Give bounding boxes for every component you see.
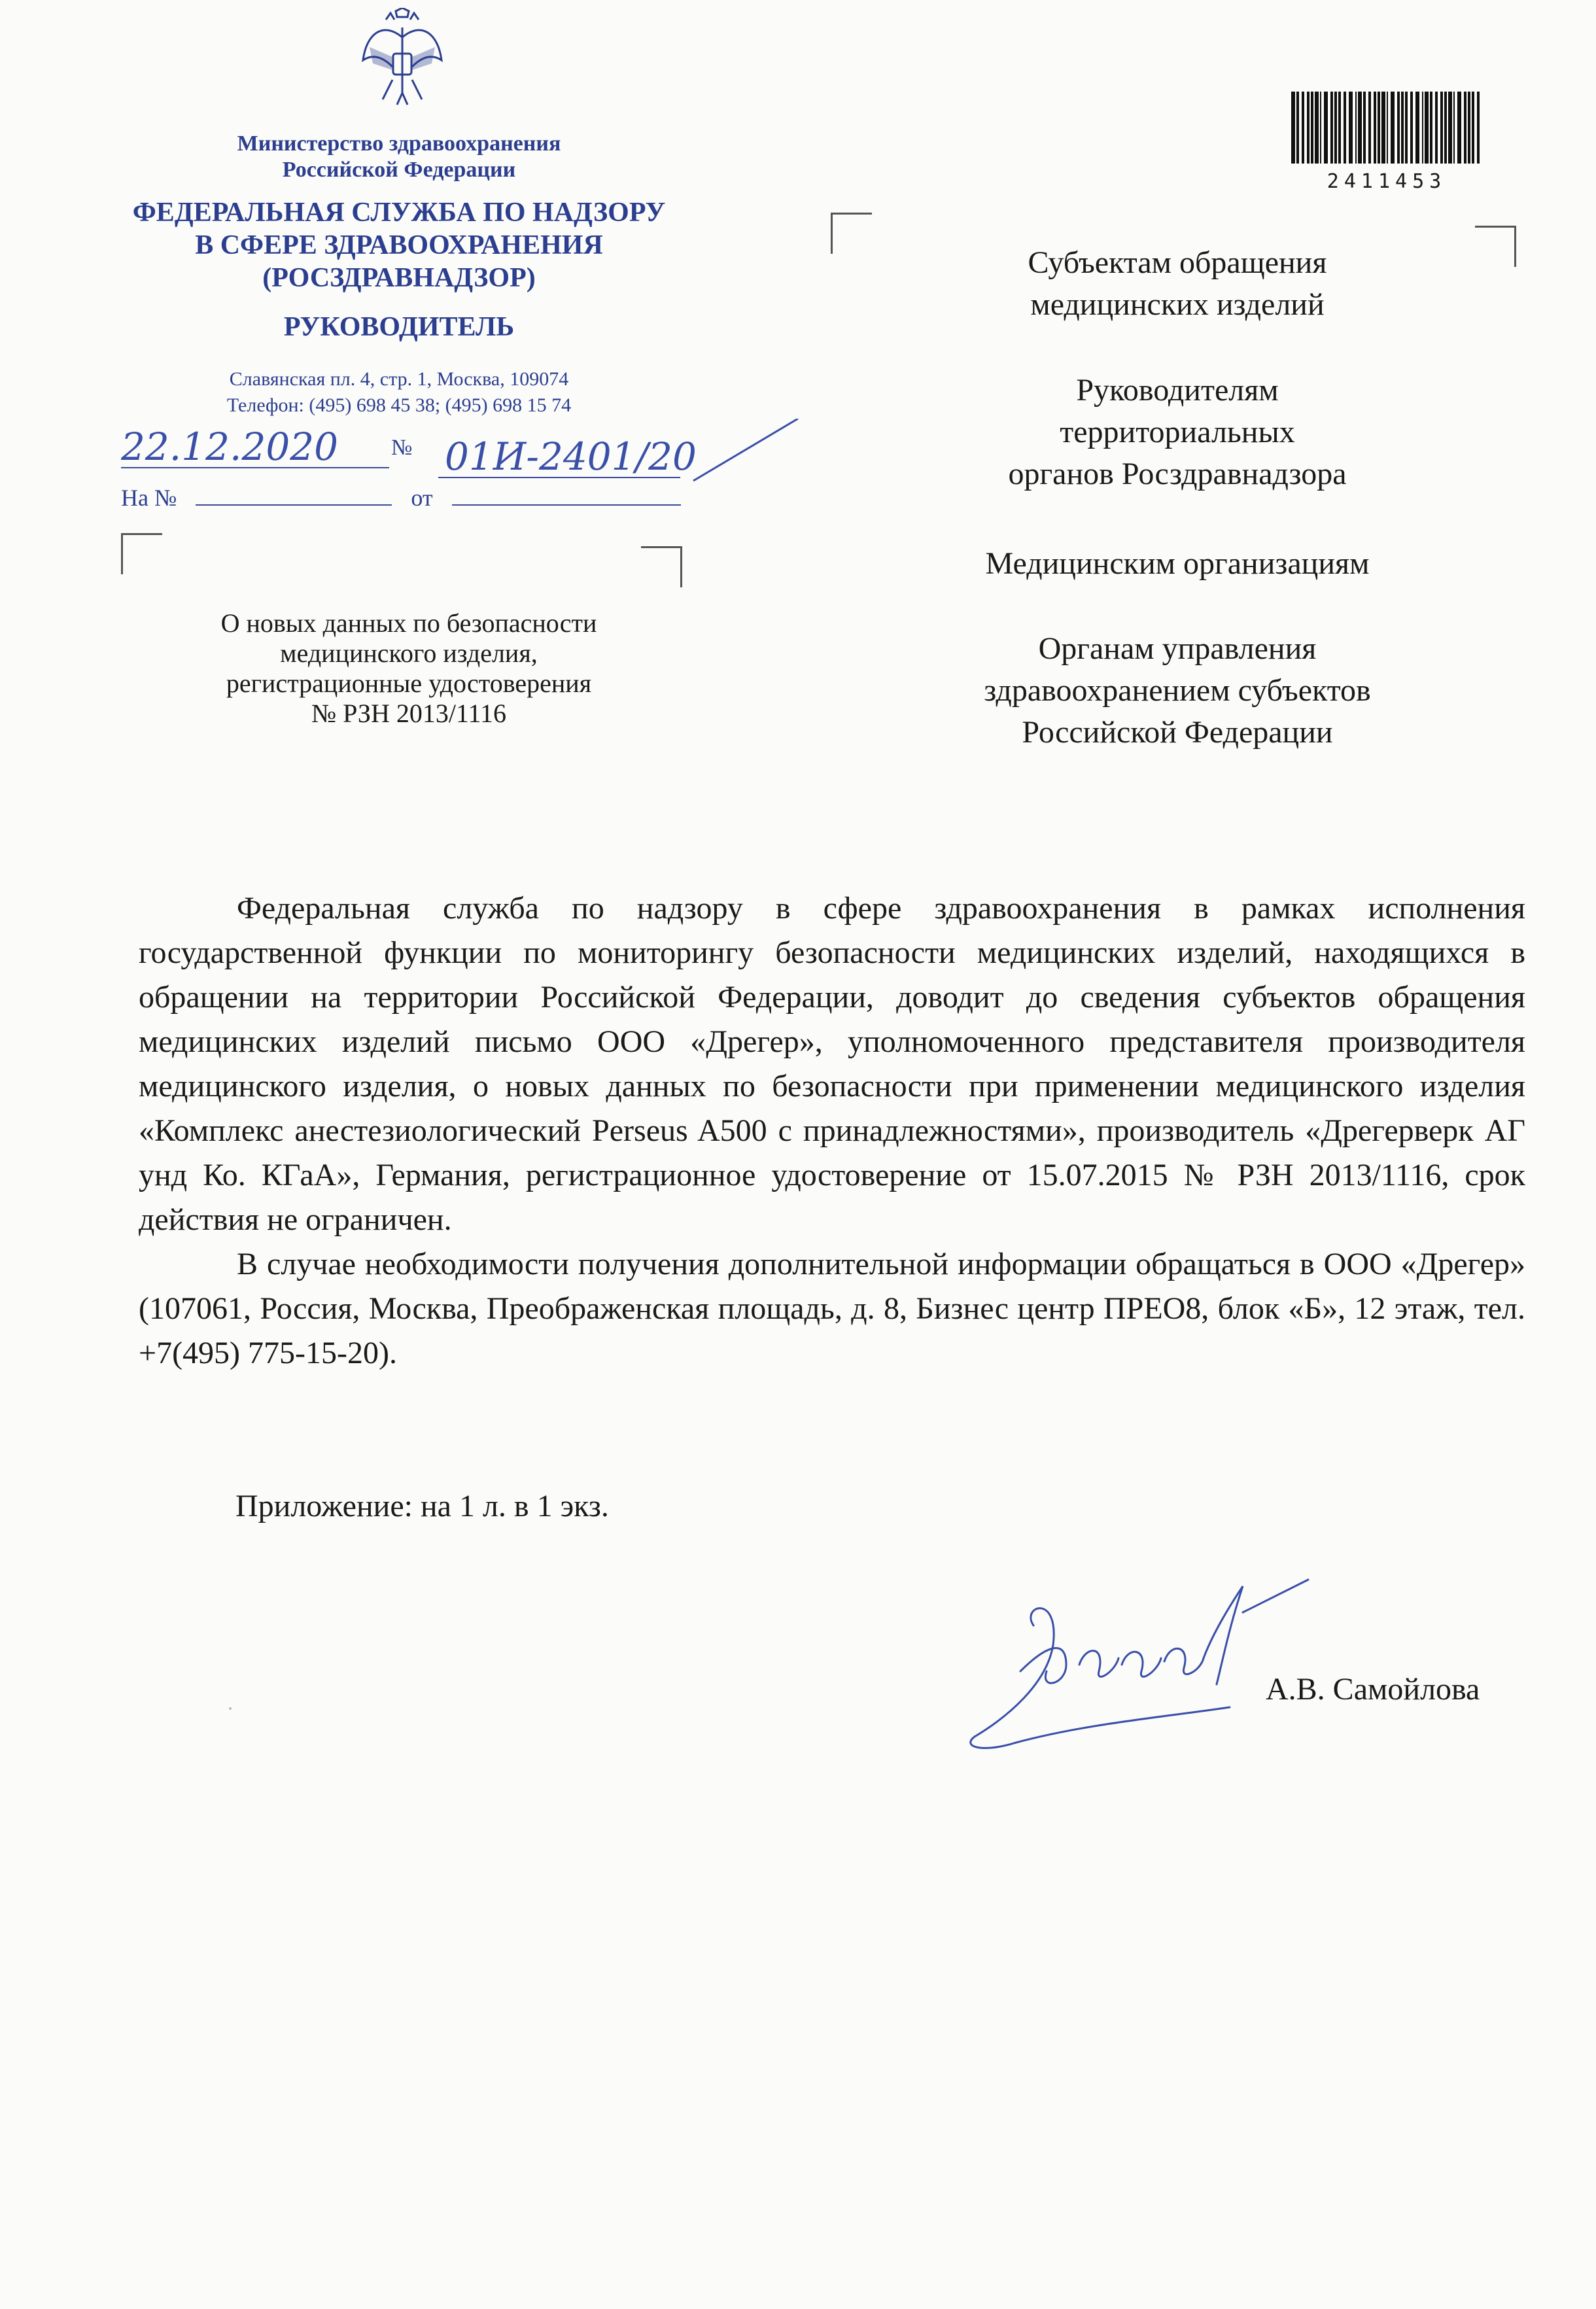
- addressee-line: Российской Федерации: [1022, 715, 1333, 750]
- barcode-bar: [1338, 92, 1341, 164]
- barcode-bar: [1311, 92, 1313, 164]
- subject-bracket-right: [641, 546, 682, 587]
- barcode-bar: [1464, 92, 1466, 164]
- subject-line: № РЗН 2013/1116: [311, 699, 506, 728]
- service-line: (РОСЗДРАВНАДЗОР): [262, 263, 536, 293]
- reference-number-field: [196, 499, 392, 506]
- barcode-bar: [1368, 92, 1371, 164]
- barcode-bar: [1296, 92, 1299, 164]
- registration-number-handwritten: [432, 419, 824, 484]
- letter-body: [139, 886, 1525, 1376]
- barcode-bar: [1477, 92, 1480, 164]
- ministry-line: Министерство здравоохранения: [237, 131, 561, 156]
- reference-number-label: На №: [121, 485, 177, 511]
- addressee-bracket-left: [831, 213, 872, 254]
- handwritten-number-text: 01И-2401/20: [445, 434, 697, 479]
- barcode-bar: [1453, 92, 1455, 164]
- barcode-bar: [1457, 92, 1461, 164]
- attachment-note: Приложение: на 1 л. в 1 экз.: [235, 1489, 609, 1523]
- service-line: В СФЕРЕ ЗДРАВООХРАНЕНИЯ: [195, 230, 603, 260]
- barcode-bar: [1334, 92, 1337, 164]
- service-line: ФЕДЕРАЛЬНАЯ СЛУЖБА ПО НАДЗОРУ: [132, 198, 666, 228]
- addressee-block: [903, 370, 1452, 495]
- letter-subject: [121, 608, 697, 729]
- barcode-bar: [1320, 92, 1321, 164]
- addressee-block: [903, 543, 1452, 585]
- reference-date-field: [452, 499, 681, 506]
- addressee-block: [903, 628, 1452, 754]
- phone-line: Телефон: (495) 698 45 38; (495) 698 15 74: [226, 394, 572, 416]
- addressee-line: Медицинским организациям: [985, 546, 1370, 581]
- barcode-bar: [1401, 92, 1404, 164]
- barcode-bar: [1330, 92, 1333, 164]
- barcode-bar: [1468, 92, 1470, 164]
- scan-speck: [229, 1707, 232, 1710]
- registration-number-label: №: [391, 436, 413, 460]
- subject-bracket-left: [121, 533, 162, 574]
- addressee-block: [903, 242, 1452, 326]
- service-name: [98, 196, 700, 294]
- barcode-bar: [1315, 92, 1319, 164]
- barcode-bar: [1378, 92, 1380, 164]
- barcode-bar: [1358, 92, 1362, 164]
- addressee-line: Субъектам обращения: [1028, 245, 1327, 280]
- reference-row: [121, 484, 681, 512]
- subject-line: регистрационные удостоверения: [226, 668, 592, 698]
- reference-date-label: от: [411, 485, 433, 511]
- barcode-bar: [1430, 92, 1432, 164]
- barcode-bar: [1397, 92, 1400, 164]
- barcode-bar: [1363, 92, 1366, 164]
- address-line: Славянская пл. 4, стр. 1, Москва, 109074: [229, 368, 569, 390]
- addressee-line: Руководителям: [1076, 373, 1279, 408]
- barcode-bar: [1344, 92, 1346, 164]
- double-headed-eagle-emblem-icon: [356, 8, 448, 106]
- subject-line: О новых данных по безопасности: [220, 608, 597, 638]
- handwritten-date-text: 22.12.2020: [121, 425, 339, 469]
- barcode-bar: [1387, 92, 1388, 164]
- addressee-line: медицинских изделий: [1030, 287, 1325, 322]
- barcode-bar: [1435, 92, 1438, 164]
- barcode-bar: [1391, 92, 1395, 164]
- handwritten-signature: [955, 1567, 1361, 1763]
- subject-line: медицинского изделия,: [280, 638, 538, 668]
- barcode-bar: [1355, 92, 1357, 164]
- addressee-line: территориальных: [1060, 415, 1295, 449]
- head-title: РУКОВОДИТЕЛЬ: [283, 312, 515, 342]
- addressee-line: здравоохранением субъектов: [984, 673, 1371, 708]
- barcode-bar: [1425, 92, 1429, 164]
- barcode-bars: [1289, 92, 1485, 170]
- barcode-bar: [1422, 92, 1423, 164]
- barcode-bar: [1472, 92, 1474, 164]
- contact-block: [144, 366, 654, 419]
- coat-of-arms-emblem: [356, 8, 448, 106]
- barcode-bar: [1444, 92, 1447, 164]
- body-paragraph: Федеральная служба по надзору в сфере здравоохранения в рамках исполнения государственной функции по мониторингу безопасности медицинских изделий, находящихся в обращении на территории Российской Федерации, доводит до сведения субъектов обращения медицинских изделий письмо ООО «Дрегер», уполномоченного представителя производителя медицинского изделия, о новых данных по безопасности при применении медицинского изделия «Комплекс анестезиологический Perseus A500 с принадлежностями», производитель «Дрегерверк АГ унд Ко. КГаА», Германия, регистрационное удостоверение от 15.07.2015 № РЗН 2013/1116, срок действия не ограничен.: [139, 891, 1525, 1237]
- ministry-line: Российской Федерации: [282, 158, 516, 182]
- signer-name: А.В. Самойлова: [1266, 1672, 1480, 1707]
- addressee-bracket-right: [1475, 226, 1516, 267]
- barcode-bar: [1448, 92, 1452, 164]
- barcode-bar: [1415, 92, 1419, 164]
- barcode-bar: [1440, 92, 1443, 164]
- addressee-line: органов Росздравнадзора: [1008, 457, 1347, 491]
- barcode-bar: [1302, 92, 1304, 164]
- body-paragraph: В случае необходимости получения дополнительной информации обращаться в ООО «Дрегер» (107061, Россия, Москва, Преображенская площадь, д. 8, Бизнес центр ПРЕО8, блок «Б», 12 этаж, тел. +7(495) 775-15-20).: [139, 1247, 1525, 1370]
- registration-date-handwritten: [121, 422, 396, 474]
- barcode-bar: [1374, 92, 1376, 164]
- barcode: [1289, 92, 1485, 170]
- barcode-bar: [1291, 92, 1295, 164]
- barcode-bar: [1307, 92, 1310, 164]
- ministry-name: [164, 131, 634, 183]
- barcode-number: 2411453: [1327, 170, 1447, 193]
- barcode-bar: [1381, 92, 1385, 164]
- barcode-bar: [1410, 92, 1413, 164]
- addressee-line: Органам управления: [1038, 631, 1317, 666]
- barcode-bar: [1324, 92, 1328, 164]
- barcode-bar: [1349, 92, 1353, 164]
- barcode-bar: [1405, 92, 1408, 164]
